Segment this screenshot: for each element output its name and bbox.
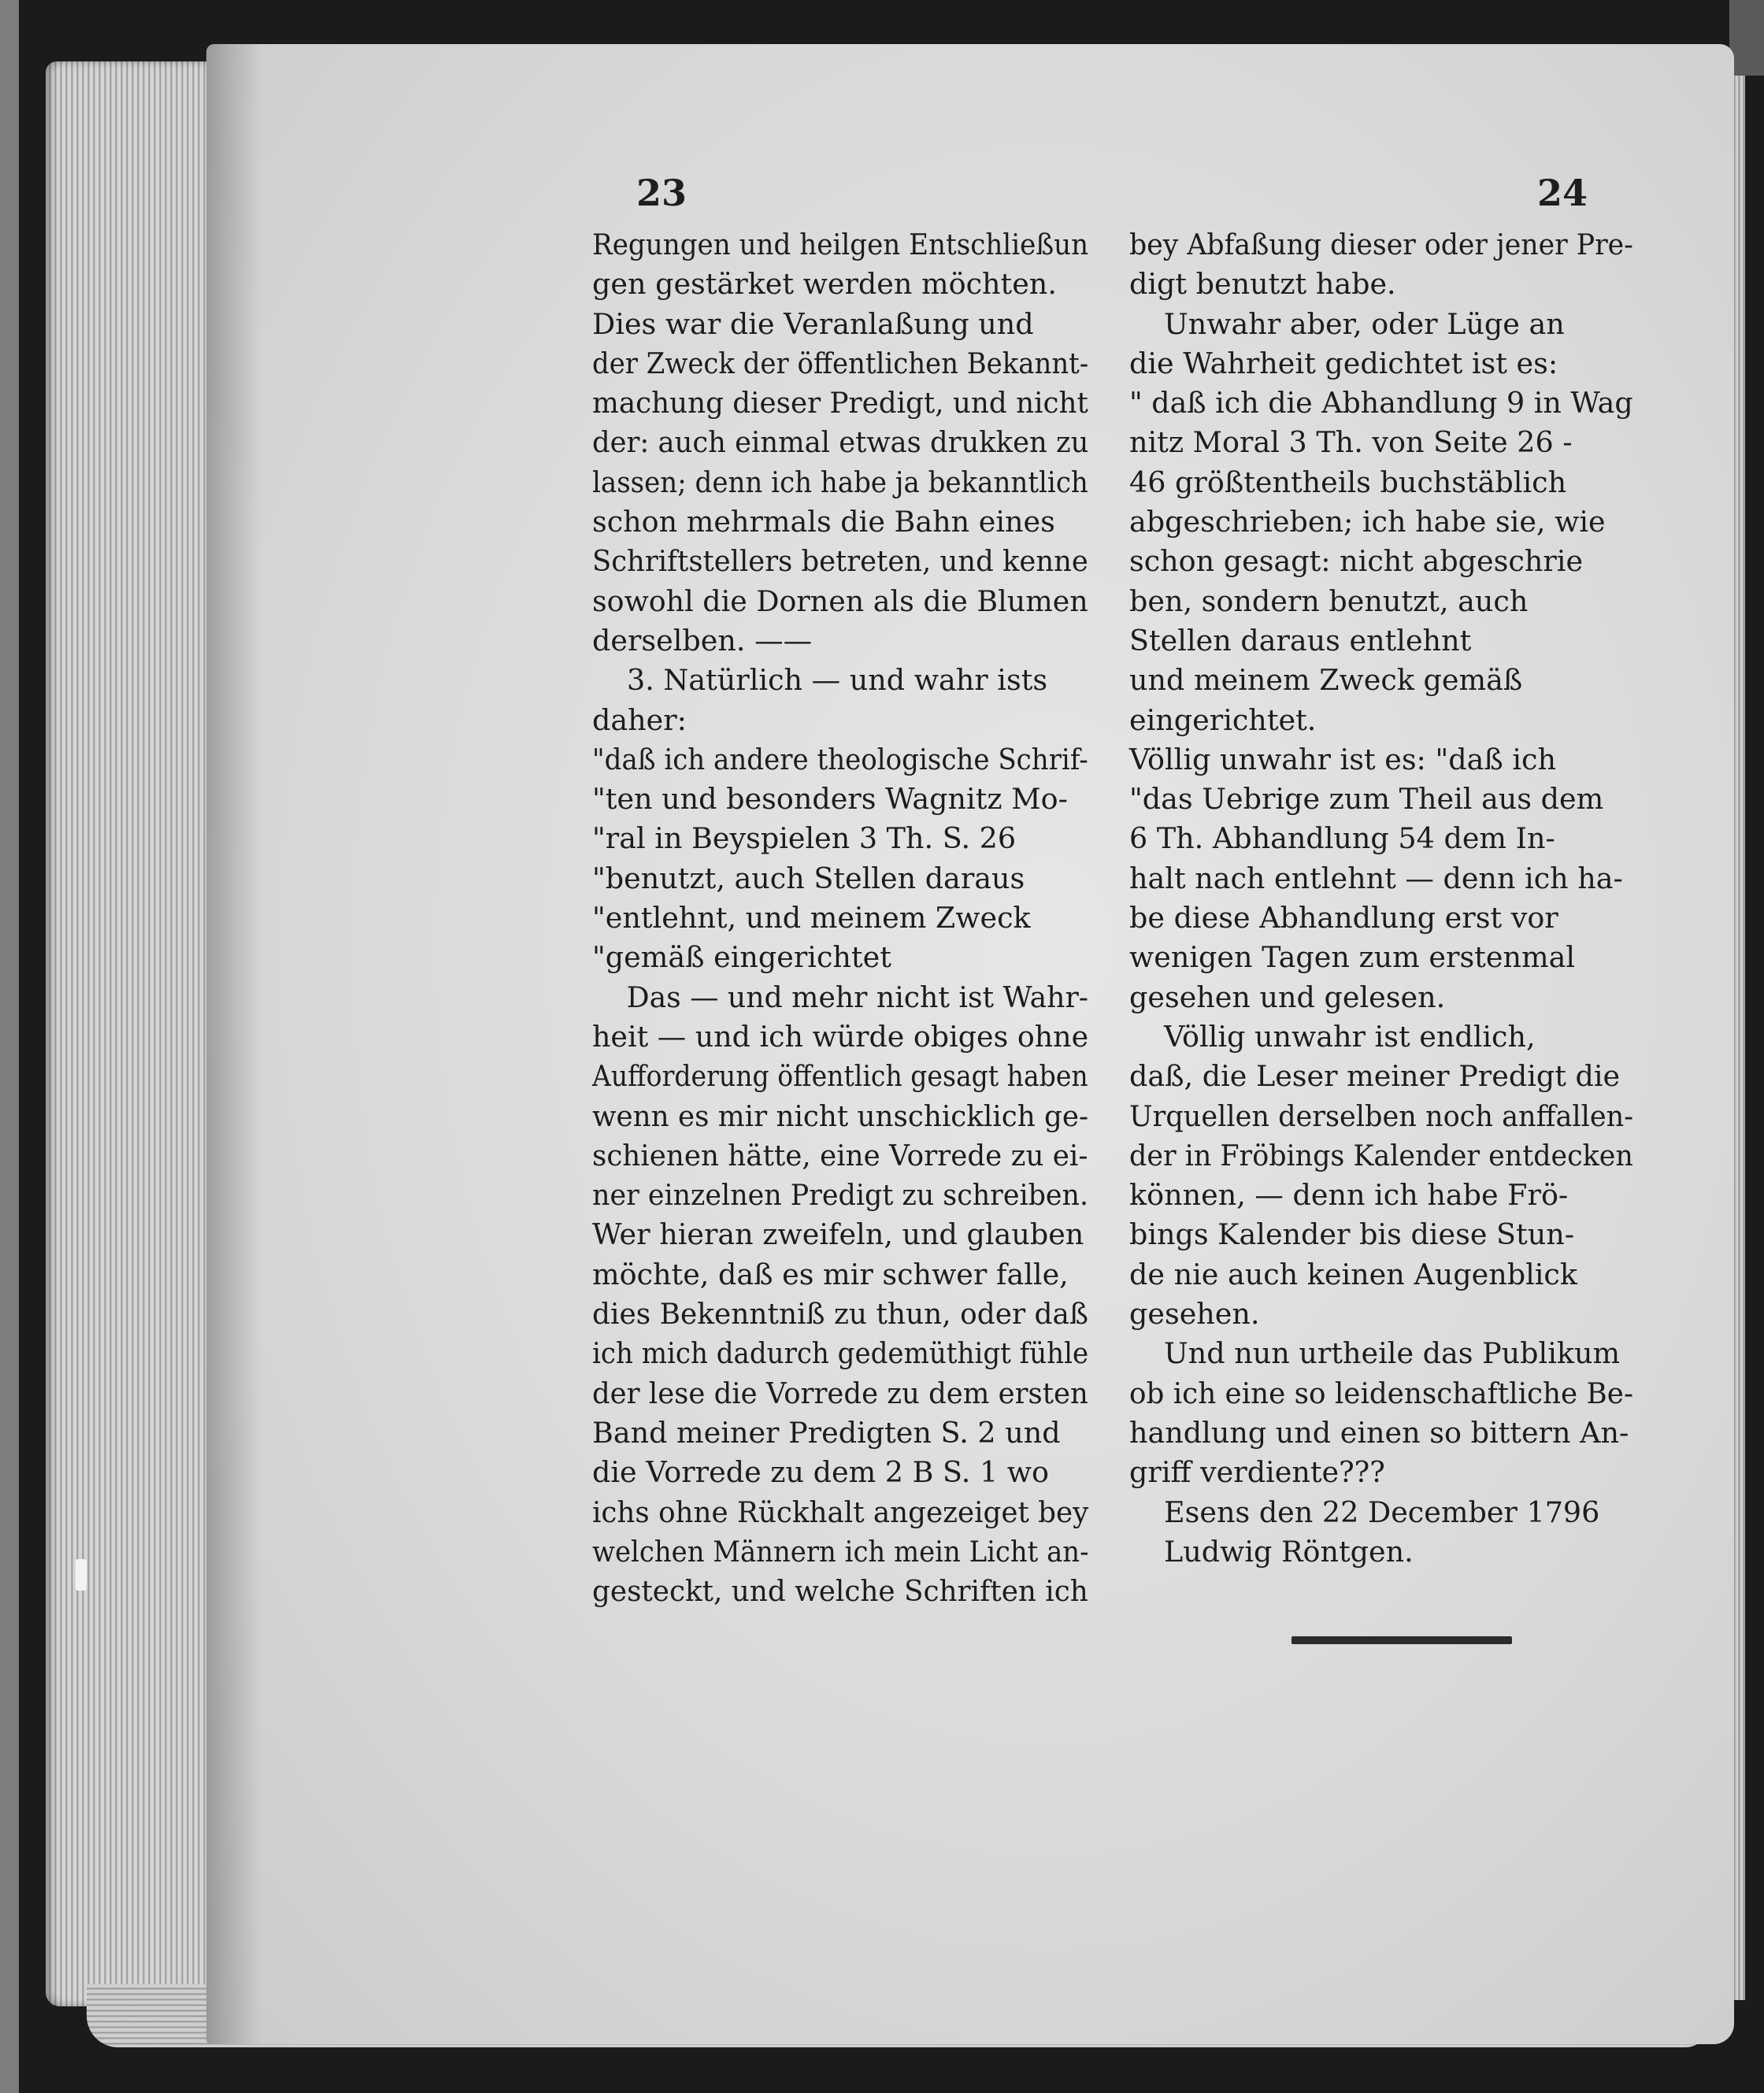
text-line: "das Uebrige zum Theil aus dem (1129, 782, 1604, 817)
text-line: gesehen und gelesen. (1129, 980, 1446, 1014)
text-line: und meinem Zweck gemäß (1129, 663, 1523, 698)
text-line: " daß ich die Abhandlung 9 in Wag (1129, 386, 1633, 420)
text-line: "gemäß eingerichtet (592, 940, 891, 975)
scanner-corner (1729, 0, 1764, 76)
text-line: ben, sondern benutzt, auch (1129, 583, 1529, 618)
text-line: der lese die Vorrede zu dem ersten (592, 1376, 1088, 1410)
text-line: eingerichtet. (1129, 702, 1317, 737)
text-line: dies Bekenntniß zu thun, oder daß (592, 1297, 1088, 1332)
text-line: handlung und einen so bittern An- (1129, 1415, 1629, 1450)
text-line: Esens den 22 December 1796 (1164, 1495, 1600, 1529)
gutter-shadow (206, 44, 261, 2044)
text-line: derselben. —— (592, 623, 813, 658)
text-line: Urquellen derselben noch anffallen- (1129, 1098, 1634, 1133)
text-line: schon gesagt: nicht abgeschrie (1129, 544, 1584, 579)
text-line: Völlig unwahr ist es: "daß ich (1129, 742, 1556, 776)
text-line: können, — denn ich habe Frö- (1129, 1178, 1569, 1213)
text-line: die Wahrheit gedichtet ist es: (1129, 346, 1558, 380)
text-line: Das — und mehr nicht ist Wahr- (626, 980, 1088, 1014)
text-line: "entlehnt, und meinem Zweck (592, 901, 1031, 935)
text-line: gesehen. (1129, 1297, 1260, 1332)
text-line: ich mich dadurch gedemüthigt fühle (592, 1336, 1089, 1371)
text-line: gesteckt, und welche Schriften ich (592, 1574, 1088, 1609)
text-line: 3. Natürlich — und wahr ists (627, 663, 1048, 698)
text-line: der Zweck der öffentlichen Bekannt- (592, 346, 1089, 380)
text-line: be diese Abhandlung erst vor (1129, 901, 1558, 935)
text-line: bey Abfaßung dieser oder jener Pre- (1129, 228, 1633, 261)
text-line: daß, die Leser meiner Predigt die (1129, 1059, 1621, 1094)
text-line: wenn es mir nicht unschicklich ge- (592, 1098, 1089, 1133)
text-line: abgeschrieben; ich habe sie, wie (1129, 505, 1606, 539)
text-line: ichs ohne Rückhalt angezeiget bey (592, 1495, 1089, 1529)
text-line: 46 größtentheils buchstäblich (1129, 465, 1567, 499)
text-line: Aufforderung öffentlich gesagt haben (592, 1059, 1088, 1094)
text-line: machung dieser Predigt, und nicht (592, 386, 1088, 420)
text-line: Stellen daraus entlehnt (1129, 623, 1472, 658)
page-number-right: 24 (1537, 172, 1588, 214)
text-line: möchte, daß es mir schwer falle, (592, 1257, 1069, 1291)
text-line: digt benutzt habe. (1129, 267, 1396, 302)
text-line: Regungen und heilgen Entschließun (592, 228, 1089, 261)
text-line: Völlig unwahr ist endlich, (1164, 1019, 1536, 1054)
page-tab-marker (76, 1559, 87, 1591)
text-column-right (1129, 225, 1633, 1572)
text-line: Band meiner Predigten S. 2 und (592, 1415, 1061, 1450)
text-line: ob ich eine so leidenschaftliche Be- (1129, 1376, 1634, 1410)
text-line: nitz Moral 3 Th. von Seite 26 - (1129, 425, 1573, 460)
text-line: sowohl die Dornen als die Blumen (592, 583, 1088, 618)
text-line: 6 Th. Abhandlung 54 dem In- (1129, 821, 1555, 856)
text-line: Dies war die Veranlaßung und (592, 306, 1034, 341)
text-line: der in Fröbings Kalender entdecken (1129, 1138, 1633, 1172)
text-line: daher: (592, 702, 687, 737)
text-line: schon mehrmals die Bahn eines (592, 505, 1055, 539)
text-line: griff verdiente??? (1129, 1455, 1385, 1490)
text-line: wenigen Tagen zum erstenmal (1129, 940, 1575, 975)
text-line: ner einzelnen Predigt zu schreiben. (592, 1178, 1089, 1213)
text-line: Ludwig Röntgen. (1164, 1534, 1414, 1569)
text-line: die Vorrede zu dem 2 B S. 1 wo (592, 1455, 1050, 1490)
text-line: "ten und besonders Wagnitz Mo- (592, 782, 1068, 817)
text-column-left (592, 225, 1088, 1611)
text-line: Und nun urtheile das Publikum (1164, 1336, 1621, 1371)
text-line: "benutzt, auch Stellen daraus (592, 861, 1025, 895)
page-edges (46, 61, 215, 2006)
text-line: der: auch einmal etwas drukken zu (592, 425, 1089, 460)
text-line: schienen hätte, eine Vorrede zu ei- (592, 1138, 1088, 1172)
text-line: halt nach entlehnt — denn ich ha- (1129, 861, 1623, 895)
text-line: lassen; denn ich habe ja bekanntlich (592, 465, 1088, 499)
text-line: "ral in Beyspielen 3 Th. S. 26 (592, 821, 1017, 856)
text-line: Wer hieran zweifeln, und glauben (592, 1217, 1084, 1252)
text-line: Schriftstellers betreten, und kenne (592, 544, 1088, 579)
closing-rule (1292, 1636, 1512, 1644)
text-line: gen gestärket werden möchten. (592, 267, 1057, 302)
text-line: welchen Männern ich mein Licht an- (592, 1534, 1089, 1569)
page-number-left: 23 (636, 172, 687, 214)
text-line: Unwahr aber, oder Lüge an (1164, 306, 1565, 341)
text-line: bings Kalender bis diese Stun- (1129, 1217, 1575, 1252)
text-line: "daß ich andere theologische Schrif- (592, 742, 1088, 776)
text-line: de nie auch keinen Augenblick (1129, 1257, 1577, 1291)
text-line: heit — und ich würde obiges ohne (592, 1019, 1089, 1054)
scanner-edge (0, 0, 19, 2093)
